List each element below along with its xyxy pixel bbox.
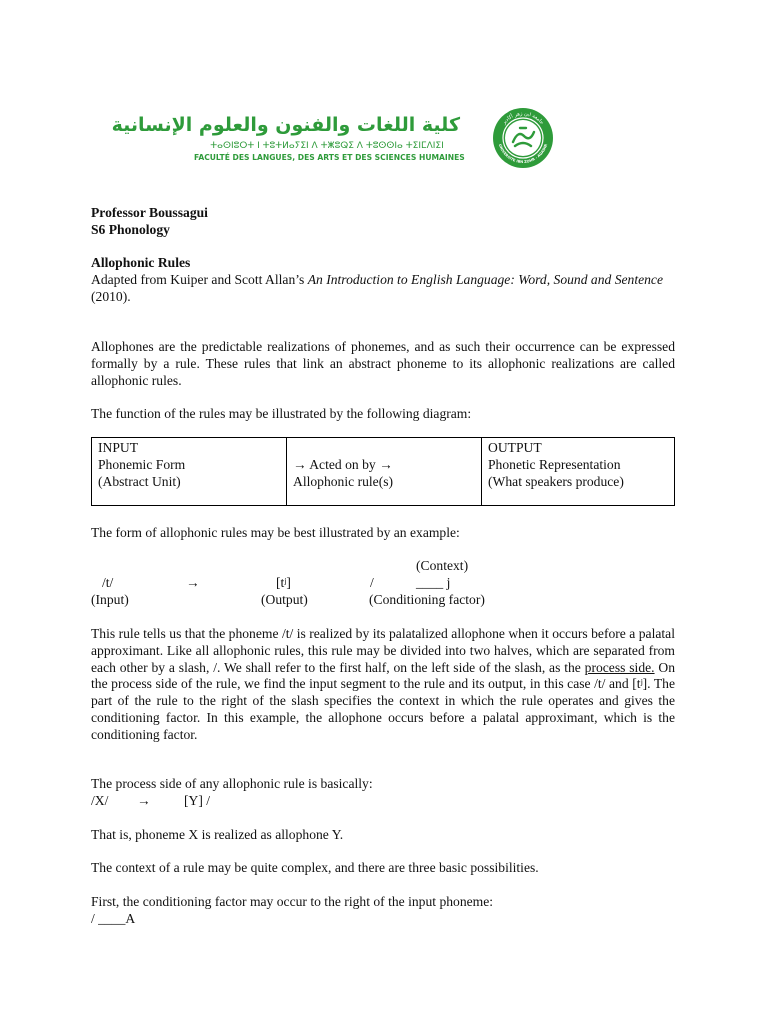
source-citation	[91, 272, 675, 306]
output-heading: OUTPUT	[488, 440, 542, 455]
source-book-title: An Introduction to English Language: Word, Sound and Sentence	[307, 272, 663, 287]
course-name: S6 Phonology	[91, 222, 170, 237]
process-x: /X/	[91, 793, 109, 808]
input-heading: INPUT	[98, 440, 139, 455]
context-complex-sentence: The context of a rule may be quite complex, and there are three basic possibilities.	[91, 860, 539, 875]
first-rule: / ____A	[91, 911, 136, 926]
process-line-2: → Acted on by →	[293, 456, 393, 472]
table-cell-input	[92, 438, 286, 505]
rule-arrow: →	[186, 575, 200, 590]
first-possibility-sentence: First, the conditioning factor may occur to the right of the input phoneme:	[91, 894, 494, 909]
explanation-part-1: This rule tells us that the phoneme /t/ is realized by its palatalized allophone when it occurs before a palatal approximant. Like all allophonic rules, this rule may be divided into two halves, which are separated from each other by a slash, /. We shall refer to the first half, on the left side of the slash, as the	[91, 626, 675, 675]
table-cell-output	[481, 438, 674, 505]
rule-function-table	[91, 437, 675, 506]
faculty-name-tifinagh: ⵜⴰⵙⵏⵓⵔⵜ ⵏ ⵜⵓⵜⵍⴰⵢⵉⵏ ⴷ ⵜⵥⵓⵕⵉ ⴷ ⵜⵓⵙⵙⵏⴰ ⵜⵉⵏⵎⴷⵏⵉⵏ	[210, 141, 444, 151]
process-side-intro: The process side of any allophonic rule is basically:	[91, 776, 373, 791]
rule-output-symbol: [tʲ]	[276, 575, 291, 590]
rule-slash: /	[370, 575, 374, 590]
output-line-3: (What speakers produce)	[488, 473, 624, 489]
input-line-2: Phonemic Form	[98, 456, 186, 472]
conditioning-label: (Conditioning factor)	[369, 592, 485, 607]
output-label: (Output)	[261, 592, 308, 607]
diagram-intro: The function of the rules may be illustrated by the following diagram:	[91, 406, 472, 421]
seal-latin-text: UNIVERSITE IBN ZOHR - AGADIR	[497, 143, 549, 165]
source-suffix: (2010).	[91, 288, 131, 304]
input-line-3: (Abstract Unit)	[98, 473, 181, 489]
section-title: Allophonic Rules	[91, 255, 191, 270]
intro-paragraph: Allophones are the predictable realizations of phonemes, and as such their occurrence can be expressed formally by a rule. These rules that link an abstract phoneme to its allophonic realizations are called allophonic rules.	[91, 339, 675, 388]
process-line-1	[293, 440, 475, 457]
professor-name: Professor Boussagui	[91, 205, 208, 220]
table-cell-process	[286, 438, 481, 505]
explanation-paragraph	[91, 626, 675, 744]
source-prefix: Adapted from Kuiper and Scott Allan’s	[91, 272, 308, 287]
faculty-name-french: FACULTÉ DES LANGUES, DES ARTS ET DES SCIENCES HUMAINES	[194, 153, 465, 162]
process-y: [Y] /	[184, 793, 211, 808]
output-line-2: Phonetic Representation	[488, 456, 621, 472]
input-label: (Input)	[91, 592, 129, 607]
explanation-part-2: On the process side of the rule, we find the input segment to the rule and its output, in this case /t/ and [tʲ]. The part of the rule to the right of the slash specifies the context in which the rule operates and gives the conditioning factor. In this example, the allophone occurs before a palatal approximant, which is the conditioning factor.	[91, 659, 676, 742]
example-intro: The form of allophonic rules may be best illustrated by an example:	[91, 525, 460, 540]
university-seal-logo	[484, 106, 562, 170]
process-arrow: →	[137, 793, 151, 808]
context-label: (Context)	[416, 558, 469, 573]
process-side-term: process side.	[584, 659, 655, 675]
rule-input-symbol: /t/	[102, 575, 114, 590]
that-is-sentence: That is, phoneme X is realized as allophone Y.	[91, 827, 344, 842]
process-line-3: Allophonic rule(s)	[293, 473, 394, 489]
rule-environment: ____ j	[416, 575, 451, 590]
faculty-name-arabic: كلية اللغات والفنون والعلوم الإنسانية	[111, 114, 460, 136]
seal-arabic-text: جامعة ابن زهر أكادير	[501, 110, 545, 126]
